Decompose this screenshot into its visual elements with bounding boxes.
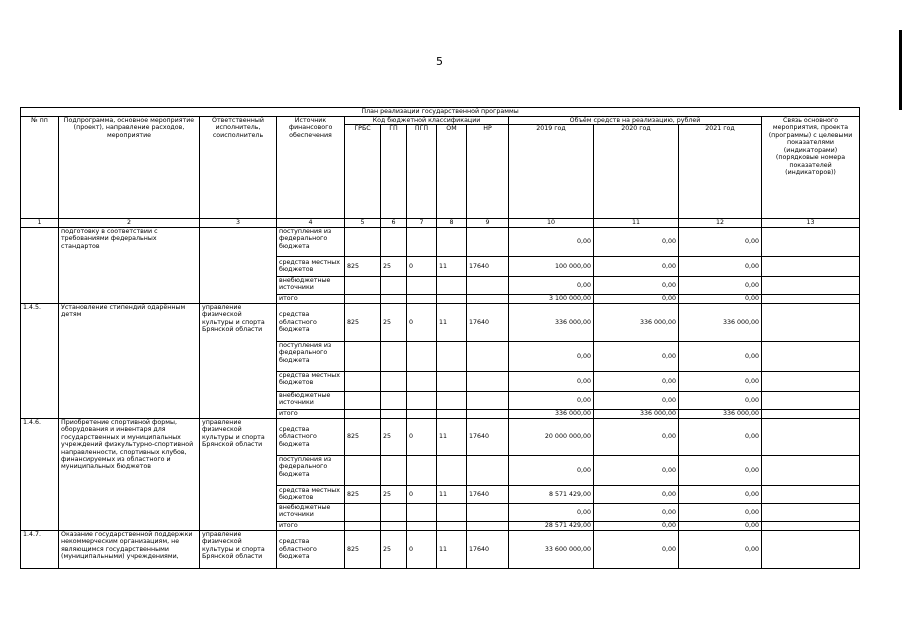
column-number: 8 xyxy=(437,219,467,227)
row-responsible xyxy=(200,227,277,303)
row-code-gp xyxy=(381,391,407,409)
row-amount-2019: 28 571 429,00 xyxy=(509,521,594,530)
row-code-grbs xyxy=(345,521,381,530)
row-link xyxy=(762,409,860,418)
row-amount-2019: 0,00 xyxy=(509,391,594,409)
row-link xyxy=(762,276,860,294)
header-om: ОМ xyxy=(437,125,467,219)
row-code-nr xyxy=(467,294,509,303)
row-code-pgp xyxy=(407,521,437,530)
row-code-om: 11 xyxy=(437,418,467,455)
row-code-nr: 17640 xyxy=(467,256,509,276)
row-responsible: управление физической культуры и спорта Брянской области xyxy=(200,303,277,418)
row-code-gp xyxy=(381,455,407,485)
row-code-grbs: 825 xyxy=(345,256,381,276)
row-activity-name: подготовку в соответствии с требованиями федеральных стандартов xyxy=(59,227,200,303)
row-code-om xyxy=(437,391,467,409)
row-amount-2020: 0,00 xyxy=(594,371,679,391)
row-amount-2021: 0,00 xyxy=(679,485,762,503)
row-code-om xyxy=(437,503,467,521)
row-code-grbs xyxy=(345,455,381,485)
row-code-grbs xyxy=(345,294,381,303)
row-amount-2021: 0,00 xyxy=(679,341,762,371)
row-amount-2020: 0,00 xyxy=(594,485,679,503)
row-code-om: 11 xyxy=(437,485,467,503)
row-amount-2021: 0,00 xyxy=(679,256,762,276)
row-code-om xyxy=(437,409,467,418)
column-number: 6 xyxy=(381,219,407,227)
row-amount-2020: 0,00 xyxy=(594,276,679,294)
row-source: итого xyxy=(277,294,345,303)
column-number-row xyxy=(21,219,860,227)
row-amount-2019: 20 000 000,00 xyxy=(509,418,594,455)
header-volume: Объём средств на реализацию, рублей xyxy=(509,117,762,125)
row-amount-2019: 8 571 429,00 xyxy=(509,485,594,503)
row-code-gp xyxy=(381,503,407,521)
row-code-om: 11 xyxy=(437,303,467,341)
row-code-gp xyxy=(381,276,407,294)
row-source: внебюджетные источники xyxy=(277,276,345,294)
header-source: Источник финансового обеспечения xyxy=(277,117,345,219)
row-amount-2021: 0,00 xyxy=(679,371,762,391)
row-amount-2020: 0,00 xyxy=(594,530,679,568)
row-amount-2020: 0,00 xyxy=(594,341,679,371)
row-code-gp: 25 xyxy=(381,418,407,455)
table-row xyxy=(21,303,860,341)
row-code-pgp: 0 xyxy=(407,303,437,341)
table-caption: План реализации государственной программы xyxy=(21,108,860,117)
row-code-om xyxy=(437,371,467,391)
row-code-nr xyxy=(467,371,509,391)
row-code-om xyxy=(437,455,467,485)
table-row xyxy=(21,530,860,568)
row-amount-2020: 0,00 xyxy=(594,521,679,530)
row-amount-2019: 33 600 000,00 xyxy=(509,530,594,568)
row-source: средства областного бюджета xyxy=(277,303,345,341)
row-link xyxy=(762,303,860,341)
page-edge-mark xyxy=(899,30,902,110)
row-number xyxy=(21,227,59,303)
row-amount-2019: 336 000,00 xyxy=(509,303,594,341)
row-code-gp: 25 xyxy=(381,303,407,341)
row-code-grbs xyxy=(345,227,381,256)
header-nr: НР xyxy=(467,125,509,219)
row-code-pgp xyxy=(407,391,437,409)
column-number: 7 xyxy=(407,219,437,227)
row-code-pgp: 0 xyxy=(407,418,437,455)
row-code-nr: 17640 xyxy=(467,530,509,568)
row-link xyxy=(762,294,860,303)
column-number: 12 xyxy=(679,219,762,227)
row-code-grbs xyxy=(345,391,381,409)
page-number: 5 xyxy=(436,55,443,68)
column-number: 1 xyxy=(21,219,59,227)
row-code-om xyxy=(437,341,467,371)
row-code-pgp xyxy=(407,455,437,485)
row-code-pgp xyxy=(407,294,437,303)
row-link xyxy=(762,227,860,256)
row-code-pgp xyxy=(407,503,437,521)
row-link xyxy=(762,256,860,276)
table-row xyxy=(21,418,860,455)
row-amount-2019: 100 000,00 xyxy=(509,256,594,276)
row-code-gp xyxy=(381,341,407,371)
row-code-grbs: 825 xyxy=(345,418,381,455)
row-code-gp xyxy=(381,294,407,303)
row-amount-2021: 0,00 xyxy=(679,276,762,294)
row-amount-2021: 0,00 xyxy=(679,227,762,256)
row-amount-2021: 0,00 xyxy=(679,294,762,303)
row-code-om: 11 xyxy=(437,530,467,568)
row-code-nr xyxy=(467,227,509,256)
row-link xyxy=(762,503,860,521)
header-subprogram: Подпрограмма, основное мероприятие (проект), направление расходов, мероприятие xyxy=(59,117,200,219)
row-code-grbs: 825 xyxy=(345,530,381,568)
row-source: итого xyxy=(277,409,345,418)
row-amount-2020: 0,00 xyxy=(594,503,679,521)
table-row xyxy=(21,227,860,256)
row-link xyxy=(762,371,860,391)
row-amount-2021: 0,00 xyxy=(679,455,762,485)
row-amount-2020: 0,00 xyxy=(594,294,679,303)
row-code-nr: 17640 xyxy=(467,418,509,455)
column-number: 3 xyxy=(200,219,277,227)
row-link xyxy=(762,418,860,455)
row-code-grbs xyxy=(345,341,381,371)
column-number: 9 xyxy=(467,219,509,227)
row-code-om xyxy=(437,521,467,530)
row-code-pgp xyxy=(407,409,437,418)
header-gp: ГП xyxy=(381,125,407,219)
row-code-grbs xyxy=(345,503,381,521)
row-amount-2021: 0,00 xyxy=(679,391,762,409)
row-amount-2019: 0,00 xyxy=(509,276,594,294)
row-code-gp: 25 xyxy=(381,256,407,276)
header-budget-code: Код бюджетной классификации xyxy=(345,117,509,125)
row-source: поступления из федерального бюджета xyxy=(277,227,345,256)
row-code-nr xyxy=(467,341,509,371)
header-responsible: Ответственный исполнитель, соисполнитель xyxy=(200,117,277,219)
table-body xyxy=(21,227,860,568)
row-code-grbs xyxy=(345,371,381,391)
row-amount-2019: 0,00 xyxy=(509,341,594,371)
row-code-pgp: 0 xyxy=(407,530,437,568)
header-2019: 2019 год xyxy=(509,125,594,219)
row-amount-2019: 0,00 xyxy=(509,503,594,521)
row-code-pgp: 0 xyxy=(407,485,437,503)
row-source: поступления из федерального бюджета xyxy=(277,341,345,371)
row-code-nr xyxy=(467,503,509,521)
row-amount-2020: 336 000,00 xyxy=(594,409,679,418)
header-pgp: ПГП xyxy=(407,125,437,219)
row-code-pgp: 0 xyxy=(407,256,437,276)
row-amount-2020: 0,00 xyxy=(594,455,679,485)
row-code-gp xyxy=(381,521,407,530)
row-code-om xyxy=(437,227,467,256)
row-amount-2020: 0,00 xyxy=(594,256,679,276)
row-link xyxy=(762,455,860,485)
row-code-grbs xyxy=(345,276,381,294)
row-code-om: 11 xyxy=(437,256,467,276)
row-number: 1.4.6. xyxy=(21,418,59,530)
row-code-pgp xyxy=(407,371,437,391)
row-amount-2021: 336 000,00 xyxy=(679,409,762,418)
row-source: средства местных бюджетов xyxy=(277,256,345,276)
header-2021: 2021 год xyxy=(679,125,762,219)
row-code-pgp xyxy=(407,227,437,256)
row-code-grbs: 825 xyxy=(345,303,381,341)
row-amount-2020: 0,00 xyxy=(594,391,679,409)
row-code-gp xyxy=(381,371,407,391)
row-code-nr: 17640 xyxy=(467,303,509,341)
row-amount-2021: 0,00 xyxy=(679,503,762,521)
row-amount-2021: 0,00 xyxy=(679,521,762,530)
header-number: № пп xyxy=(21,117,59,219)
row-source: средства местных бюджетов xyxy=(277,371,345,391)
column-number: 5 xyxy=(345,219,381,227)
row-number: 1.4.5. xyxy=(21,303,59,418)
row-code-nr xyxy=(467,276,509,294)
row-amount-2020: 0,00 xyxy=(594,418,679,455)
header-link: Связь основного мероприятия, проекта (программы) с целевыми показателями (индикаторами) (порядковые номера показателей (индикаторов)) xyxy=(762,117,860,219)
plan-table xyxy=(20,107,860,569)
row-amount-2021: 0,00 xyxy=(679,530,762,568)
header-grbs: ГРБС xyxy=(345,125,381,219)
row-code-nr: 17640 xyxy=(467,485,509,503)
row-responsible: управление физической культуры и спорта Брянской области xyxy=(200,530,277,568)
row-code-pgp xyxy=(407,276,437,294)
row-source: средства местных бюджетов xyxy=(277,485,345,503)
row-amount-2019: 0,00 xyxy=(509,227,594,256)
row-link xyxy=(762,530,860,568)
row-code-grbs xyxy=(345,409,381,418)
row-number: 1.4.7. xyxy=(21,530,59,568)
row-source: итого xyxy=(277,521,345,530)
row-activity-name: Установление стипендий одарённым детям xyxy=(59,303,200,418)
row-code-nr xyxy=(467,409,509,418)
row-amount-2021: 336 000,00 xyxy=(679,303,762,341)
row-source: средства областного бюджета xyxy=(277,530,345,568)
row-code-nr xyxy=(467,391,509,409)
row-activity-name: Оказание государственной поддержки некоммерческим организациям, не являющимся государственными (муниципальными) учреждениями, xyxy=(59,530,200,568)
row-amount-2019: 0,00 xyxy=(509,371,594,391)
row-code-gp: 25 xyxy=(381,485,407,503)
row-amount-2020: 336 000,00 xyxy=(594,303,679,341)
column-number: 10 xyxy=(509,219,594,227)
column-number: 11 xyxy=(594,219,679,227)
row-code-om xyxy=(437,276,467,294)
row-code-pgp xyxy=(407,341,437,371)
row-code-om xyxy=(437,294,467,303)
row-source: внебюджетные источники xyxy=(277,391,345,409)
row-amount-2021: 0,00 xyxy=(679,418,762,455)
header-2020: 2020 год xyxy=(594,125,679,219)
row-link xyxy=(762,341,860,371)
column-number: 4 xyxy=(277,219,345,227)
row-responsible: управление физической культуры и спорта Брянской области xyxy=(200,418,277,530)
row-code-grbs: 825 xyxy=(345,485,381,503)
row-code-nr xyxy=(467,521,509,530)
row-source: внебюджетные источники xyxy=(277,503,345,521)
row-link xyxy=(762,485,860,503)
row-code-gp xyxy=(381,409,407,418)
row-activity-name: Приобретение спортивной формы, оборудования и инвентаря для государственных и муниципальных учреждений физкультурно-спортивной направленности, спортивных клубов, финансируемых из областного и муниципальных бюджетов xyxy=(59,418,200,530)
row-amount-2019: 3 100 000,00 xyxy=(509,294,594,303)
row-code-gp xyxy=(381,227,407,256)
row-amount-2020: 0,00 xyxy=(594,227,679,256)
row-link xyxy=(762,391,860,409)
column-number: 2 xyxy=(59,219,200,227)
column-number: 13 xyxy=(762,219,860,227)
row-source: поступления из федерального бюджета xyxy=(277,455,345,485)
row-code-nr xyxy=(467,455,509,485)
row-amount-2019: 336 000,00 xyxy=(509,409,594,418)
row-link xyxy=(762,521,860,530)
row-amount-2019: 0,00 xyxy=(509,455,594,485)
row-code-gp: 25 xyxy=(381,530,407,568)
row-source: средства областного бюджета xyxy=(277,418,345,455)
